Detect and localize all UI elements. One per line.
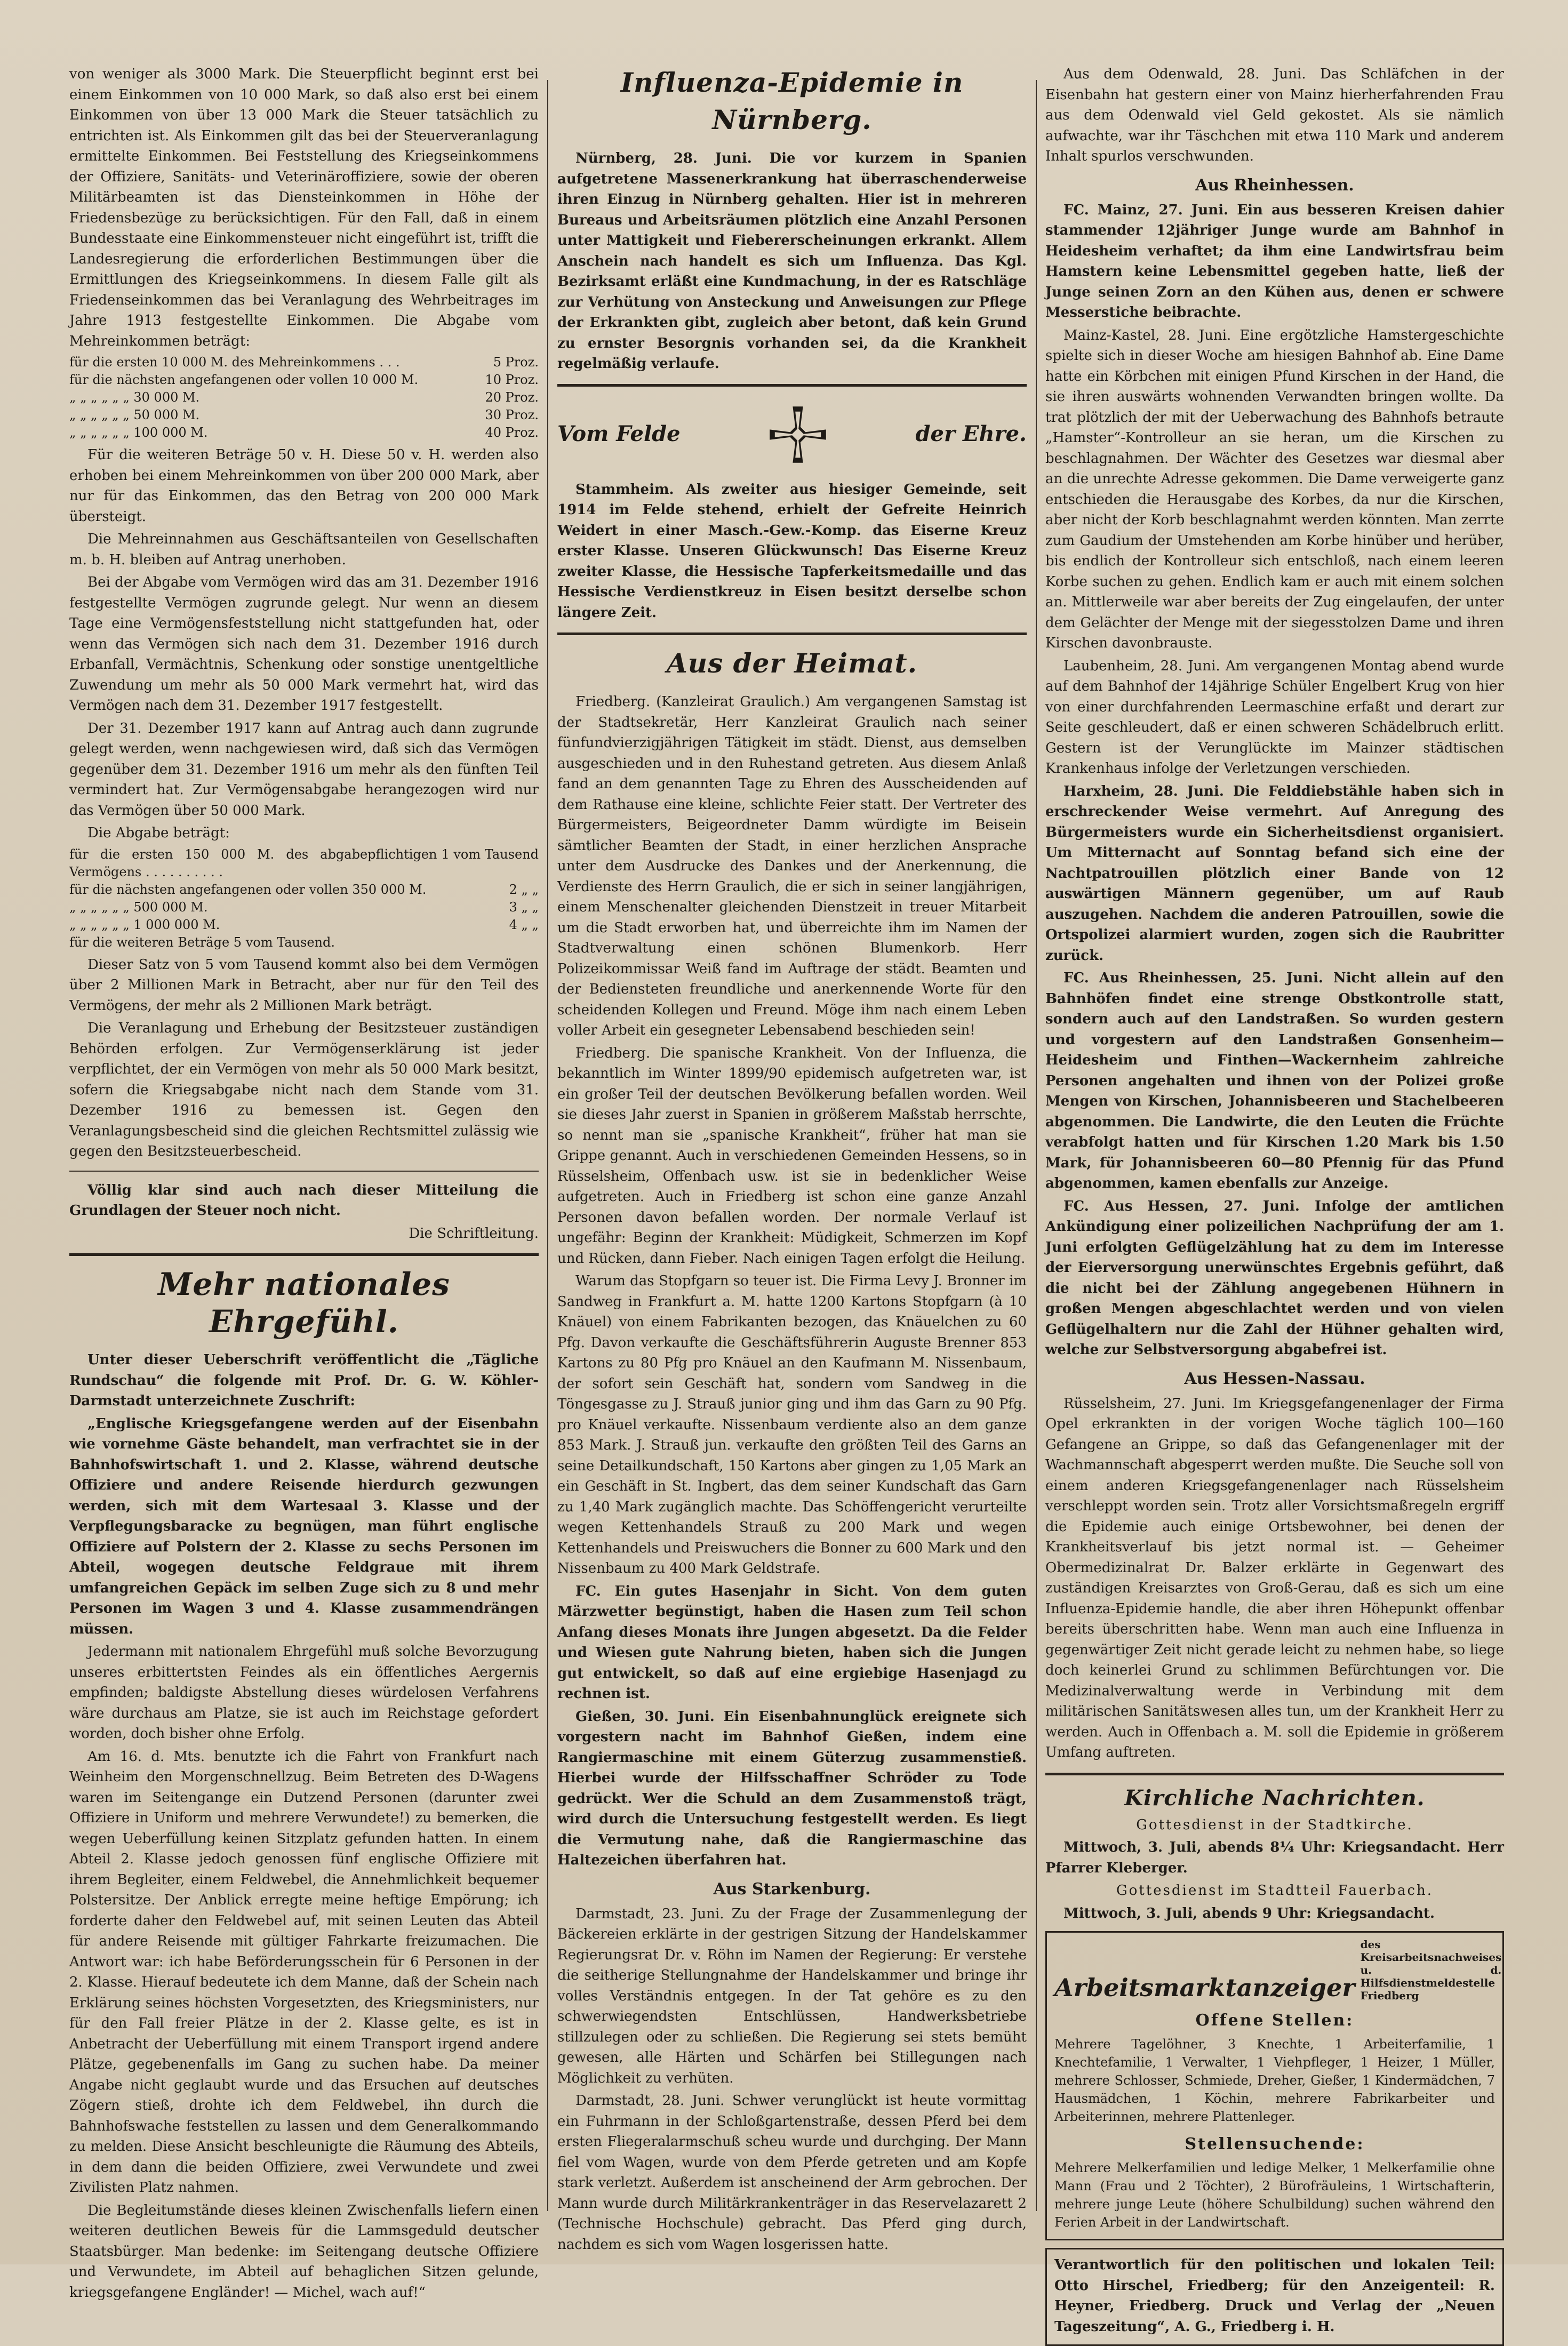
article-paragraph: Gießen, 30. Juni. Ein Eisenbahnunglück ereignete sich vorgestern nacht im Bahnhof Gießen, indem eine Rangiermaschine mit einem Güterzug zusammenstieß. Hierbei wurde der Hilfsschaffner Schröder zu Tode gedrückt. Wer die Schuld an dem Zusammenstoß trägt, wird durch die Untersuchung festgestellt werden. Es liegt die Vermutung nahe, daß die Rangiermaschine das Haltezeichen überfahren hat. (557, 1708, 1027, 1868)
article-paragraph: Darmstadt, 23. Juni. Zu der Frage der Zusammenlegung der Bäckereien erklärte in der gestrigen Sitzung der Handelskammer Regierungsrat Dr. v. Röhn im Namen der Regierung: Er verstehe die seitherige Stellungnahme der Handelskammer und bringe ihr volles Verständnis entgegen. In der Tat gehöre es zu den schwerwiegendsten Entschlüssen, Handwerksbetriebe stillzulegen oder zu schließen. Die Regierung sei stets bemüht gewesen, alle Härten und Schärfen bei Stillegungen nach Möglichkeit zu verhüten. (557, 1905, 1027, 2086)
separator (69, 1171, 539, 1172)
headline-kirchliche: Kirchliche Nachrichten. (1124, 1785, 1425, 1811)
article-paragraph: Friedberg. Die spanische Krankheit. Von der Influenza, die bekanntlich im Winter 1899/90 epidemisch aufgetreten war, ist ein großer Teil der deutschen Bevölkerung befallen worden. Weil sie dieses Jahr zuerst in Spanien in größerem Maßstab herrschte, so nennt man sie „spanische Krankheit“, früher hat man sie Grippe genannt. Auch in verschiedenen Gemeinden Hessens, so in Rüsselsheim, Offenbach usw. ist sie in bedenklicher Weise aufgetreten. Auch in Friedberg ist schon eine ganze Anzahl Personen davon befallen worden. Der normale Verlauf ist ungefähr: Beginn der Krankheit: Müdigkeit, Schmerzen im Kopf und Rücken, dann Fieber. Nach einigen Tagen erfolgt die Heilung. (557, 1045, 1027, 1267)
church-line: Mittwoch, 3. Juli, abends 9 Uhr: Kriegsandacht. (1063, 1905, 1435, 1921)
stellensuchende-title: Stellensuchende: (1185, 2135, 1365, 2153)
wealth-tax-table (69, 846, 539, 951)
column-divider (547, 80, 548, 2211)
column-right (1045, 64, 1504, 2335)
felde-right-label: der Ehre. (915, 421, 1027, 447)
article-paragraph: FC. Ein gutes Hasenjahr in Sicht. Von dem guten Märzwetter begünstigt, haben die Hasen zum Teil schon Anfang dieses Monats ihre Jungen abgesetzt. Da die Felder und Wiesen gute Nahrung bieten, haben sich die Jungen gut entwickelt, so daß auf eine ergiebige Hasenjagd zu rechnen ist. (557, 1583, 1027, 1702)
table-row: für die ersten 150 000 M. des abgabepflichtigen Vermögens . . . . . . . . . . 1 vom Tausend (69, 846, 539, 879)
article-paragraph: Harxheim, 28. Juni. Die Felddiebstähle haben sich in erschreckender Weise vermehrt. Auf Anregung des Bürgermeisters wurde ein Sicherheitsdienst organisiert. Um Mitternacht auf Sonntag befand sich eine der Nachtpatrouillen plötzlich einer Bande von 12 auswärtigen Männern gegenüber, um auf Raub auszugehen. Nachdem die anderen Patrouillen, sowie die Ortspolizei alarmiert wurden, zogen sich die Raubritter zurück. (1045, 783, 1504, 964)
editorial-signature: Die Schriftleitung. (409, 1225, 539, 1242)
church-line: Gottesdienst in der Stadtkirche. (1136, 1816, 1413, 1833)
article-paragraph: Die Veranlagung und Erhebung der Besitzsteuer zuständigen Behörden erfolgen. Zur Vermögenserklärung ist jeder verpflichtet, der ein Vermögen von mehr als 50 000 Mark besitzt, sofern die Kriegsabgabe nicht nach dem Stande vom 31. Dezember 1916 zu bemessen ist. Gegen den Veranlagungsbescheid sind die gleichen Rechtsmittel zulässig wie gegen den Besitzsteuerbescheid. (69, 1020, 539, 1159)
table-row: „ „ „ „ „ „ 100 000 M. 40 Proz. (69, 425, 539, 440)
headline-influenza: Influenza-Epidemie in Nürnberg. (620, 67, 964, 135)
table-row: „ „ „ „ „ „ 1 000 000 M. 4 „ „ (69, 917, 539, 932)
arbeitsmarkt-box (1045, 1931, 1504, 2240)
felde-der-ehre-header (557, 403, 1027, 467)
article-paragraph: Aus dem Odenwald, 28. Juni. Das Schläfchen in der Eisenbahn hat gestern einer von Mainz hierherfahrenden Frau aus dem Odenwald viel Geld gekostet. Als sie nämlich aufwachte, war ihr Täschchen mit etwa 110 Mark und anderem Inhalt spurlos verschwunden. (1045, 66, 1504, 164)
felde-left-label: Vom Felde (557, 421, 681, 447)
offene-stellen-title: Offene Stellen: (1195, 2011, 1354, 2030)
article-paragraph: Warum das Stopfgarn so teuer ist. Die Firma Levy J. Bronner im Sandweg in Frankfurt a. M. hatte 1200 Kartons Stopfgarn (à 10 Knäuel) von einem Fabrikanten bezogen, das Knäuelchen zu 60 Pfg. Davon verkaufte die Geschäftsführerin Auguste Brenner 853 Kartons zu 80 Pfg pro Knäuel an den Kaufmann M. Nissenbaum, der sofort sein Geschäft hat, sondern vom Sandweg in die Töngesgasse zu J. Strauß junior ging und ihm das Garn zu 90 Pfg. pro Knäuel verkaufte. Nissenbaum verdiente also an dem ganze 853 Mark. J. Strauß jun. verkaufte den größten Teil des Garns an seine Detailkundschaft, 150 Kartons aber gingen zu 1,05 Mark an ein Geschäft in St. Ingbert, das dem seiner Kundschaft das Garn zu 1,40 Mark zugänglich machte. Das Schöffengericht verurteilte wegen Kettenhandels Strauß zu 200 Mark und wegen Kettenhandels und Preiswuchers die Bonner zu 600 Mark und den Nissenbaum zu 400 Mark Geldstrafe. (557, 1273, 1027, 1576)
iron-cross-icon (766, 403, 830, 467)
article-paragraph: Rüsselsheim, 27. Juni. Im Kriegsgefangenenlager der Firma Opel erkrankten in der vorigen Woche täglich 100—160 Gefangene an Grippe, so daß das Gefangenenlager mit der Wachmannschaft abgesperrt werden mußte. Die Seuche soll von einem anderen Kriegsgefangenenlager nach Rüsselsheim verschleppt worden sein. Trotz aller Vorsichtsmaßregeln ergriff die Epidemie auch einige Ortsbewohner, bei denen der Krankheitsverlauf bis jetzt normal ist. — Geheimer Obermedizinalrat Dr. Balzer erklärte in Gegenwart des zuständigen Kreisarztes von Groß-Gerau, daß es sich um eine Influenza-Epidemie handle, die aber ihren Höhepunkt offenbar bereits überschritten habe. Wenn man auch eine Influenza in gegenwärtiger Zeit nicht gerade leicht zu nehmen habe, so liege doch keinerlei Grund zu schlimmen Befürchtungen vor. Die Medizinalverwaltung werde in Verbindung mit dem militärischen Sanitätswesen alles tun, um der Krankheit Herr zu werden. Auch in Offenbach a. M. soll die Epidemie in größerem Umfang auftreten. (1045, 1395, 1504, 1760)
church-line: Mittwoch, 3. Juli, abends 8¼ Uhr: Kriegsandacht. Herr Pfarrer Kleberger. (1045, 1839, 1504, 1876)
article-paragraph: „Englische Kriegsgefangene werden auf der Eisenbahn wie vornehme Gäste behandelt, man verfrachtet sie in der Bahnhofswirtschaft 1. und 2. Klasse, während deutsche Offiziere und andere Reisende hierdurch gezwungen werden, sich mit dem Wartesaal 3. Klasse und der Verpflegungsbaracke zu begnügen, man führt englische Offiziere auf Polstern der 2. Klasse zu sechs Personen im Abteil, wogegen deutsche Feldgraue mit ihrem umfangreichen Gepäck im selben Zuge sich zu 8 und mehr Personen im Wagen 3 und 4. Klasse zusammendrängen müssen. (69, 1415, 539, 1637)
article-paragraph: Der 31. Dezember 1917 kann auf Antrag auch dann zugrunde gelegt werden, wenn nachgewiesen wird, daß sich das Vermögen gegenüber dem 31. Dezember 1916 um mehr als den fünften Teil vermindert hat. Zur Vermögensabgabe herangezogen wird nur das Vermögen über 50 000 Mark. (69, 720, 539, 819)
article-paragraph: Nürnberg, 28. Juni. Die vor kurzem in Spanien aufgetretene Massenerkrankung hat überraschenderweise ihren Einzug in Nürnberg gehalten. Hier ist in mehreren Bureaus und Arbeitsräumen plötzlich eine Anzahl Personen unter Mattigkeit und Fiebererscheinungen erkrankt. Allem Anschein nach handelt es sich um Influenza. Das Kgl. Bezirksamt erläßt eine Kundmachung, in der es Ratschläge zur Verhütung von Ansteckung und Anweisungen zur Pflege der Erkrankten gibt, zugleich aber betont, daß kein Grund zu ernster Besorgnis vorhanden sei, da die Krankheit regelmäßig verlaufe. (557, 150, 1027, 372)
table-row: „ „ „ „ „ „ 50 000 M. 30 Proz. (69, 407, 539, 422)
article-paragraph: Die Mehreinnahmen aus Geschäftsanteilen von Gesellschaften m. b. H. bleiben auf Antrag unerhoben. (69, 531, 539, 568)
article-paragraph: Stammheim. Als zweiter aus hiesiger Gemeinde, seit 1914 im Felde stehend, erhielt der Gefreite Heinrich Weidert in einer Masch.-Gew.-Komp. das Eiserne Kreuz erster Klasse. Unseren Glückwunsch! Das Eiserne Kreuz zweiter Klasse, die Hessische Tapferkeitsmedaille und das Hessische Verdienstkreuz in Eisen besitzt derselbe schon längere Zeit. (557, 481, 1027, 621)
section-title-starkenburg: Aus Starkenburg. (713, 1879, 871, 1899)
table-row: für die nächsten angefangenen oder vollen 10 000 M. 10 Proz. (69, 372, 539, 387)
income-tax-table (69, 354, 539, 442)
headline-ehrgefuehl: Mehr nationales Ehrgefühl. (158, 1266, 450, 1340)
stellensuchende-text: Mehrere Melkerfamilien und ledige Melker, 1 Melkerfamilie ohne Mann (Frau und 2 Töchter), 2 Bürofräuleins, 1 Wirtschafterin, mehrere junge Leute (höhere Schulbildung) suchen während den Ferien Arbeit in der Landwirtschaft. (1054, 2160, 1495, 2230)
offene-stellen-text: Mehrere Tagelöhner, 3 Knechte, 1 Arbeiterfamilie, 1 Knechtefamilie, 1 Verwalter, 1 Viehpfleger, 1 Heizer, 1 Müller, mehrere Schlosser, Schmiede, Dreher, Gießer, 1 Kindermädchen, 7 Hausmädchen, 1 Köchin, mehrere Fabrikarbeiter und Arbeiterinnen, mehrere Plattenleger. (1054, 2037, 1495, 2124)
separator (1045, 1773, 1504, 1775)
table-row: für die nächsten angefangenen oder vollen 350 000 M. 2 „ „ (69, 882, 539, 897)
article-paragraph: Unter dieser Ueberschrift veröffentlicht die „Tägliche Rundschau“ die folgende mit Prof. Dr. G. W. Köhler-Darmstadt unterzeichnete Zuschrift: (69, 1352, 539, 1409)
column-left (69, 64, 539, 2301)
arbeitsmarkt-header (1054, 1938, 1502, 2002)
article-paragraph: Friedberg. (Kanzleirat Graulich.) Am vergangenen Samstag ist der Stadtsekretär, Herr Kanzleirat Graulich nach seiner fünfundvierzigjährigen Tätigkeit im städt. Dienst, aus demselben ausgeschieden und in den Ruhestand getreten. Aus diesem Anlaß fand an dem genannten Tage zu Ehren des Ausscheidenden auf dem Rathause eine kleine, schlichte Feier statt. Der Vertreter des Bürgermeisters, Beigeordneter Damm würdigte im Beisein sämtlicher Beamten der Stadt, in einer herzlichen Ansprache unter dem Ausdrucke des Dankes und der Anerkennung, die Verdienste des Herrn Graulich, die er sich in seiner langjährigen, einem Menschenalter gleichenden Dienstzeit in treuer Mitarbeit um die Stadt erworben hat, und überreichte ihm im Namen der Stadtverwaltung einen schönen Blumenkorb. Herr Polizeikommissar Weiß fand im Auftrage der städt. Beamten und der Bediensteten freundliche und anerkennende Worte für den scheidenden Kollegen und Freund. Möge ihm nach einem Leben voller Arbeit ein gesegneter Lebensabend beschieden sein! (557, 694, 1027, 1038)
article-paragraph: Am 16. d. Mts. benutzte ich die Fahrt von Frankfurt nach Weinheim den Morgenschnellzug. Beim Betreten des D-Wagens waren im Seitengange ein Dutzend Personen (darunter zwei Offiziere in Uniform und mehrere Verwundete!) zu bemerken, die wegen Ueberfüllung keinen Sitzplatz gefunden hatten. In einem Abteil 2. Klasse jedoch genossen fünf englische Offiziere mit ihrem Begleiter, einem Feldwebel, die Annehmlichkeit bequemer Polstersitze. Der Anblick erregte meine heftige Empörung; ich forderte daher den Feldwebel auf, mit seinen Leuten das Abteil für andere Reisende mit gültiger Fahrkarte freizumachen. Die Antwort war: ich habe Beförderungsschein für 6 Personen in der 2. Klasse. Hierauf bedeutete ich dem Manne, daß der Schein nach Erklärung seines höchsten Vorgesetzten, des Kriegsministers, nur für den Fall freier Plätze in der 2. Klasse gelte, es ist in Anbetracht der Ueberfüllung mit einem Transport irgend andere Plätze, gegebenenfalls im Gang zu suchen habe. Da meiner Angabe nicht geglaubt wurde und das Ersuchen auf deutsches Zögern stieß, drohte ich dem Feldwebel, ihn durch die Bahnhofswache feststellen zu lassen und dem Generalkommando zu melden. Diese Ansicht beschleunigte die Räumung des Abteils, in dem dann die beiden Offiziere, zwei Verwundete und zwei Zivilisten Platz nahmen. (69, 1748, 539, 2196)
article-paragraph: Bei der Abgabe vom Vermögen wird das am 31. Dezember 1916 festgestellte Vermögen zugrunde gelegt. Nur wenn an diesem Tage eine Vermögensfeststellung nicht stattgefunden hat, oder wenn das Vermögen sich nach dem 31. Dezember 1916 durch Erbanfall, Vermächtnis, Schenkung oder sonstige unentgeltliche Zuwendung um mehr als 50 000 Mark vermehrt hat, wird das Vermögen nach dem 31. Dezember 1917 festgestellt. (69, 574, 539, 714)
table-row: „ „ „ „ „ „ 30 000 M. 20 Proz. (69, 390, 539, 405)
table-row: für die weiteren Beträge 5 vom Tausend. (69, 934, 335, 950)
separator (557, 632, 1027, 635)
article-paragraph: Darmstadt, 28. Juni. Schwer verunglückt ist heute vormittag ein Fuhrmann in der Schloßgartenstraße, dessen Pferd bei dem ersten Fliegeralarmschuß scheu wurde und durchging. Der Mann fiel vom Wagen, wurde von dem Pferde getreten und am Kopfe stark verletzt. Außerdem ist anscheinend der Arm gebrochen. Der Mann wurde durch Militärkrankenträger in das Reservelazarett 2 (Technische Hochschule) gebracht. Das Pferd ging durch, nachdem es sich vom Wagen losgerissen hatte. (557, 2093, 1027, 2253)
article-paragraph: FC. Aus Hessen, 27. Juni. Infolge der amtlichen Ankündigung einer polizeilichen Nachprüfung der am 1. Juni erfolgten Geflügelzählung hat zu dem im Interesse der Eierversorgung unerwünschtes Ergebnis geführt, daß die nicht bei der Zählung angegebenen Hühnern in großen Mengen abgeschlachtet werden und von vielen Geflügelhaltern nur die Zahl der Hühner gehalten wird, welche zur Selbstversorgung abgabefrei ist. (1045, 1198, 1504, 1358)
separator (69, 1253, 539, 1256)
impressum-box (1045, 2248, 1504, 2346)
column-divider (1036, 80, 1037, 2211)
article-paragraph: von weniger als 3000 Mark. Die Steuerpflicht beginnt erst bei einem Einkommen von 10 000 Mark, so daß also erst bei einem Einkommen von über 13 000 Mark die Steuer tatsächlich zu entrichten ist. Als Einkommen gilt das bei der Steuerveranlagung ermittelte Einkommen. Bei Feststellung des Kriegseinkommens der Offiziere, Sanitäts- und Veterinäroffiziere, sowie der oberen Militärbeamten ist das Diensteinkommen in Höhe der Friedensbezüge zu berücksichtigen. Für den Fall, daß in einem Bundesstaate eine Einkommensteuer nicht eingeführt ist, trifft die Landesregierung die erforderlichen Bestimmungen über die Ermittlungen des Kriegseinkommens. In diesem Falle gilt als Friedenseinkommen das bei Veranlagung des Wehrbeitrages im Jahre 1913 festgestellte Einkommen. Die Abgabe vom Mehreinkommen beträgt: (69, 66, 539, 349)
article-paragraph: Laubenheim, 28. Juni. Am vergangenen Montag abend wurde auf dem Bahnhof der 14jährige Schüler Engelbert Krug von hier von einer durchfahrenden Leermaschine erfaßt und derart zur Seite geschleudert, daß er einen schweren Schädelbruch erlitt. Gestern ist der Verunglückte im Mainzer städtischen Krankenhaus infolge der Verletzungen verschieden. (1045, 658, 1504, 776)
headline-heimat: Aus der Heimat. (666, 647, 918, 679)
article-paragraph: Dieser Satz von 5 vom Tausend kommt also bei dem Vermögen über 2 Millionen Mark in Betracht, aber nur für den Teil des Vermögens, der mehr als 2 Millionen Mark beträgt. (69, 956, 539, 1014)
separator (557, 384, 1027, 387)
arbeitsmarkt-title: Arbeitsmarktanzeiger (1054, 1973, 1355, 2002)
article-paragraph: Jedermann mit nationalem Ehrgefühl muß solche Bevorzugung unseres erbittertsten Feindes als ein öffentliches Aergernis empfinden; baldigste Abstellung dieses würdelosen Verfahrens wäre durchaus am Platze, sie ist auch im Reichstage gefordert worden, doch bisher ohne Erfolg. (69, 1644, 539, 1742)
article-paragraph: Für die weiteren Beträge 50 v. H. Diese 50 v. H. werden also erhoben bei einem Mehreinkommen von über 200 000 Mark, aber nur für das Einkommen, das den Betrag von 200 000 Mark übersteigt. (69, 447, 539, 525)
editorial-note: Völlig klar sind auch nach dieser Mitteilung die Grundlagen der Steuer noch nicht. (69, 1182, 539, 1219)
article-paragraph: Die Abgabe beträgt: (87, 825, 230, 841)
article-paragraph: Mainz-Kastel, 28. Juni. Eine ergötzliche Hamstergeschichte spielte sich in dieser Woche am hiesigen Bahnhof ab. Eine Dame hatte ein Körbchen mit einigen Pfund Kirschen in der Hand, die sie ihren auswärts wohnenden Verwandten bringen wollte. Da trat plötzlich der mit der Ueberwachung des Bahnhofs betraute „Hamster“-Kontrolleur an sie heran, um die Kirschen zu beschlagnahmen. Der Wächter des Gesetzes war diesmal aber an die unrechte Adresse gekommen. Die Dame verweigerte ganz entschieden die Herausgabe des Korbes, da nur die Kirschen, aber nicht der Korb beschlagnahmt werden könnten. Man zerrte zum Gaudium der Umstehenden am Korbe hinüber und herüber, bis endlich der Kontrolleur sich entschloß, nach einem leeren Korbe suchen zu gehen. Endlich kam er auch mit einem solchen an. Mittlerweile war aber bereits der Zug eingelaufen, der unter dem Gelächter der Menge mit der siegesstolzen Dame und ihren Kirschen davonbrauste. (1045, 327, 1504, 651)
arbeitsmarkt-subtitle: des Kreisarbeitsnachweises u. d. Hilfsdienstmeldestelle Friedberg (1360, 1938, 1502, 2002)
impressum-text: Verantwortlich für den politischen und lokalen Teil: Otto Hirschel, Friedberg; für den Anzeigenteil: R. Heyner, Friedberg. Druck und Verlag der „Neuen Tageszeitung“, A. G., Friedberg i. H. (1054, 2257, 1495, 2335)
article-paragraph: FC. Aus Rheinhessen, 25. Juni. Nicht allein auf den Bahnhöfen findet eine strenge Obstkontrolle statt, sondern auch auf den Landstraßen. So wurden gestern und vorgestern auf den Landstraßen Gonsenheim—Heidesheim und Finthen—Wackernheim zahlreiche Personen angehalten und ihnen von der Polizei große Mengen von Kirschen, Johannisbeeren und Stachelbeeren abgenommen. Die Landwirte, die den Leuten die Früchte verabfolgt hatten und für Kirschen 1.20 Mark bis 1.50 Mark, für Johannisbeeren 60—80 Pfennig für das Pfund abgenommen, kamen ebenfalls zur Anzeige. (1045, 970, 1504, 1191)
church-line: Gottesdienst im Stadtteil Fauerbach. (1116, 1883, 1434, 1899)
table-row: „ „ „ „ „ „ 500 000 M. 3 „ „ (69, 899, 539, 915)
table-row: für die ersten 10 000 M. des Mehreinkommens . . . 5 Proz. (69, 355, 539, 370)
column-middle (557, 64, 1027, 2253)
article-paragraph: FC. Mainz, 27. Juni. Ein aus besseren Kreisen dahier stammender 12jähriger Junge wurde am Bahnhof in Heidesheim verhaftet; da ihm eine Landwirtsfrau beim Hamstern keine Lebensmittel gegeben hatte, ließ der Junge seinen Zorn an den Kühen aus, denen er schwere Messerstiche beibrachte. (1045, 202, 1504, 321)
section-title-hessen-nassau: Aus Hessen-Nassau. (1184, 1369, 1365, 1388)
section-title-rheinhessen: Aus Rheinhessen. (1195, 175, 1354, 195)
article-paragraph: Die Begleitumstände dieses kleinen Zwischenfalls liefern einen weiteren deutlichen Beweis für die Lammsgeduld deutscher Staatsbürger. Man bedenke: im Seitengang deutsche Offiziere und Verwundete, im Abteil auf behaglichen Sitzen gelunde, kriegsgefangene Engländer! — Michel, wach auf!“ (69, 2202, 539, 2301)
